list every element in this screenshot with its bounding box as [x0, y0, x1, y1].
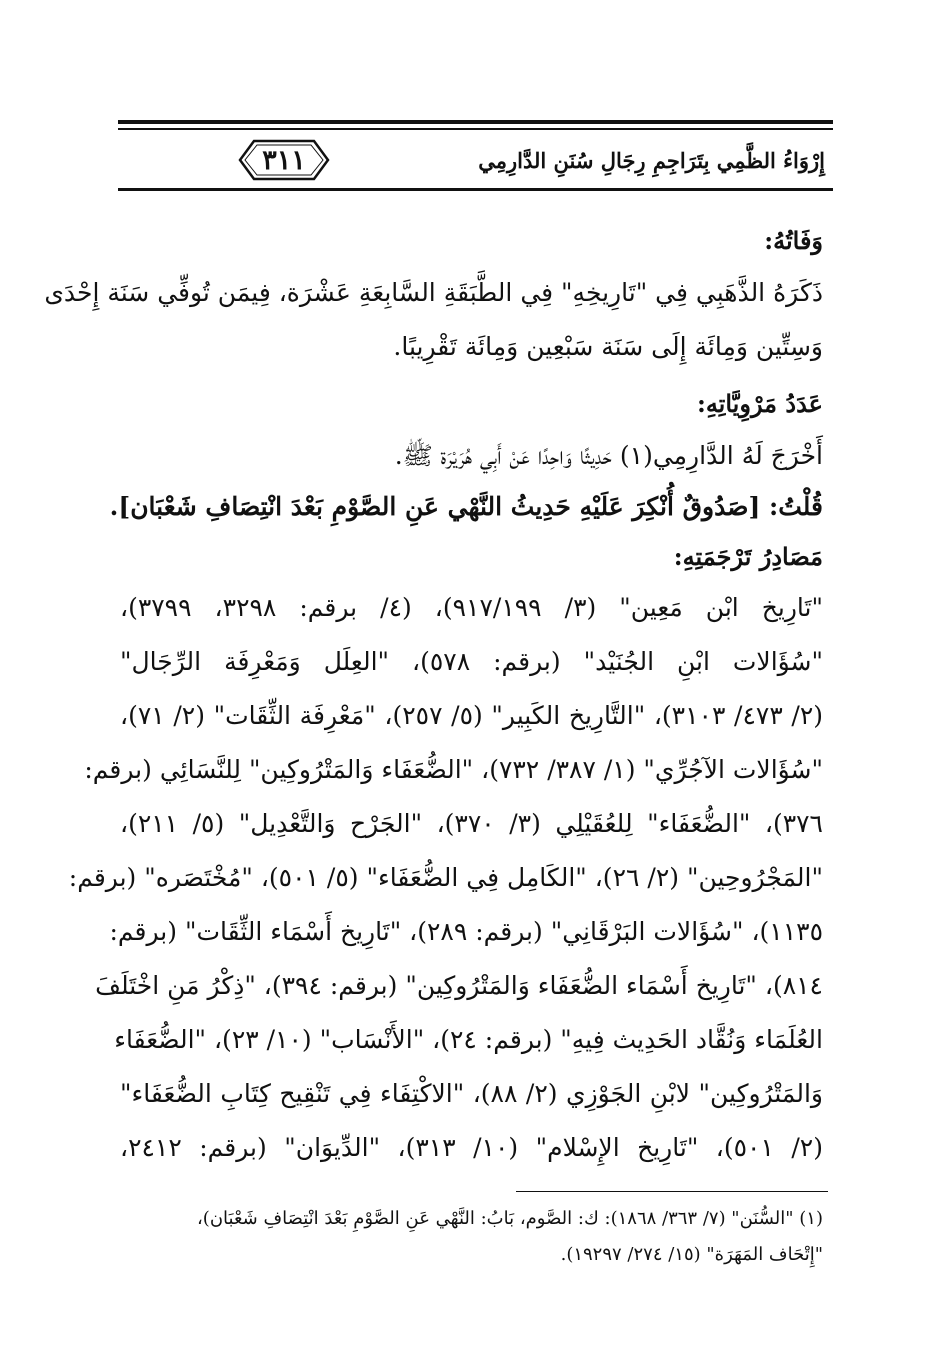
sources-line: ١١٣٥)، "سُؤَالات البَرْقَانِي" (برقم: ٢٨٩)، "تَارِيخ أَسْمَاء الثِّقَات" (برقم:: [109, 917, 823, 946]
narrations-count-line: أَخْرَجَ لَهُ الدَّارِمِي(١) حَدِيثًا وَاحِدًا عَنْ أَبِي هُرَيْرَة ﷺ.: [394, 441, 823, 470]
death-line-1: ذَكَرَهُ الذَّهَبِي فِي "تَارِيخِهِ" فِي الطَّبَقَةِ السَّابِعَةِ عَشْرَة، فِيمَن تُوفِّي سَنَة إِحْدَى: [44, 278, 823, 307]
footnote-separator: [516, 1191, 828, 1192]
page-number: ٣١١: [262, 144, 306, 176]
sources-line: (٢/ ٥٠١)، "تَارِيخ الإِسْلام" (١٠/ ٣١٣)، "الدِّيوَان" (برقم: ٢٤١٢،: [120, 1133, 823, 1162]
death-line-2: وَسِتِّين وَمِائَة إِلَى سَنَة سَبْعِين وَمِائَة تَقْرِيبًا.: [393, 332, 823, 361]
sources-line: العُلَمَاء وَنُقَّاد الحَدِيث فِيهِ" (برقم: ٢٤)، "الأَنْسَاب" (١٠/ ٢٣)، "الضُّعَفَاء: [114, 1025, 823, 1054]
running-title: إِرْوَاءُ الظَّمِي بِتَرَاجِمِ رِجَالِ سُنَنِ الدَّارِمِي: [478, 148, 825, 173]
sources-line: وَالمَتْرُوكِين" لابْنِ الجَوْزِي (٢/ ٨٨)، "الاكْتِفَاء فِي تَنْقِيح كِتَابِ الضُّعَفَاء": [120, 1079, 823, 1108]
page-number-badge: [236, 138, 332, 182]
death-heading: وَفَاتُهُ:: [764, 226, 823, 255]
verdict-line: قُلْتُ: [صَدُوقٌ أُنْكِرَ عَلَيْهِ حَدِيثُ النَّهْي عَنِ الصَّوْمِ بَعْدَ انْتِصَافِ شَعْبَان].: [109, 492, 823, 521]
footnote-line-1: (١) "السُّنَن" (٧/ ٣٦٣/ ١٨٦٨): ك: الصَّوم، بَابُ: النَّهْي عَنِ الصَّوْمِ بَعْدَ انْتِصَافِ شَعْبَان)،: [197, 1208, 823, 1229]
narrations-count-heading: عَدَدُ مَرْوِيَّاتِهِ:: [696, 389, 823, 418]
header-rule-bottom: [118, 188, 833, 191]
footnote-line-2: "إِتْحَاف المَهَرَة" (١٥/ ٢٧٤/ ١٩٢٩٧).: [560, 1244, 823, 1265]
sources-heading: مَصَادِرُ تَرْجَمَتِهِ:: [673, 542, 823, 571]
sources-line: (٢/ ٤٧٣/ ٣١٠٣)، "التَّارِيخ الكَبِير" (٥/ ٢٥٧)، "مَعْرِفَة الثِّقَات" (٢/ ٧١)،: [120, 701, 824, 730]
header-rule-top: [118, 120, 833, 124]
sources-line: ٣٧٦)، "الضُّعَفَاء" لِلعُقَيْلِي (٣/ ٣٧٠)، "الجَرْح وَالتَّعْدِيل" (٥/ ٢١١)،: [120, 809, 823, 838]
sources-line: "سُؤَالات ابْنِ الجُنَيْد" (برقم: ٥٧٨)، "العِلَل وَمَعْرِفَة الرِّجَال": [120, 647, 823, 676]
sources-line: ٨١٤)، "تَارِيخ أَسْمَاء الضُّعَفَاء وَالمَتْرُوكِين" (برقم: ٣٩٤)، "ذِكْرُ مَنِ اخْتَلَفَ: [95, 971, 823, 1000]
header-rule-top-thin: [118, 128, 833, 130]
sources-line: "تَارِيخ ابْن مَعِين" (٣/ ٩١٧/١٩٩)، (٤/ برقم: ٣٢٩٨، ٣٧٩٩)،: [120, 593, 824, 622]
sources-line: "المَجْرُوحِين" (٢/ ٢٦)، "الكَامِل فِي الضُّعَفَاء" (٥/ ٥٠١)، "مُخْتَصَره" (برقم:: [68, 863, 823, 892]
sources-line: "سُؤَالات الآجُرِّي" (١/ ٣٨٧/ ٧٣٢)، "الضُّعَفَاء وَالمَتْرُوكِين" لِلنَّسَائِي (برقم:: [84, 755, 823, 784]
